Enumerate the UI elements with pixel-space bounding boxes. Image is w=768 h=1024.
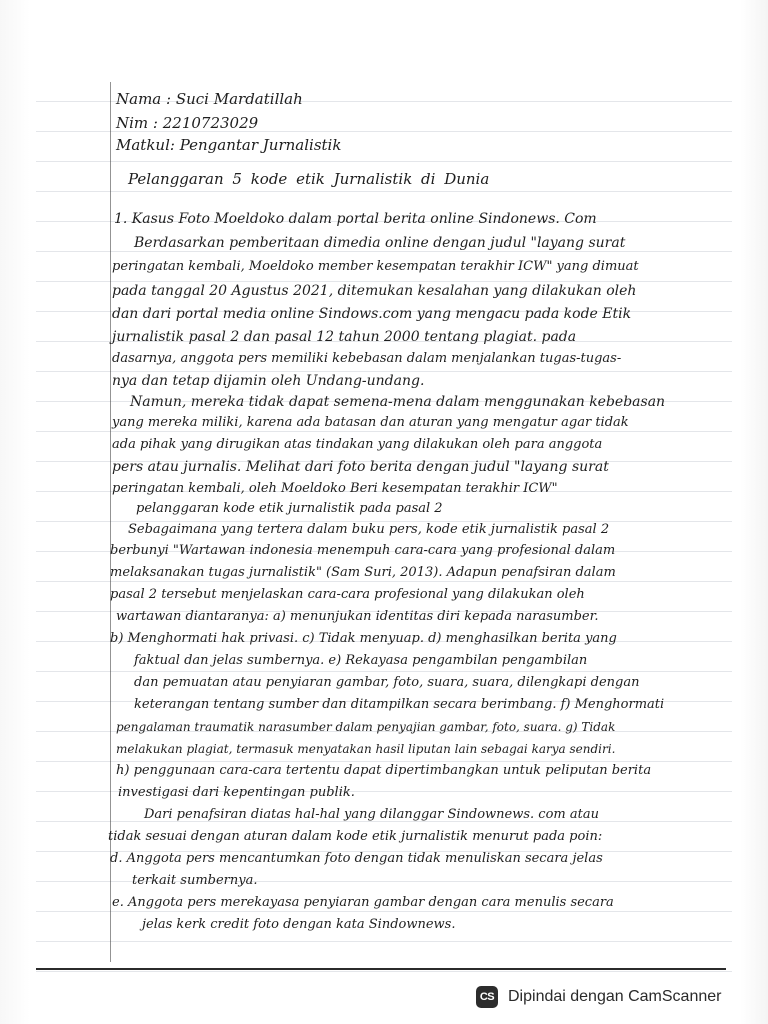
text-line: peringatan kembali, Moeldoko member kesempatan terakhir ICW" yang dimuat [112,259,639,274]
text-line: investigasi dari kepentingan publik. [118,785,355,800]
text-line: jurnalistik pasal 2 dan pasal 12 tahun 2000 tentang plagiat. pada [112,329,577,345]
text-line: yang mereka miliki, karena ada batasan dan aturan yang mengatur agar tidak [112,415,629,430]
text-line: ada pihak yang dirugikan atas tindakan yang dilakukan oleh para anggota [112,437,603,452]
text-line: nya dan tetap dijamin oleh Undang-undang. [112,373,425,389]
text-line: b) Menghormati hak privasi. c) Tidak menyuap. d) menghasilkan berita yang [110,631,617,646]
text-line: pasal 2 tersebut menjelaskan cara-cara profesional yang dilakukan oleh [110,587,585,602]
text-line: dasarnya, anggota pers memiliki kebebasan dalam menjalankan tugas-tugas- [112,351,622,366]
text-line: melakukan plagiat, termasuk menyatakan hasil liputan lain sebagai karya sendiri. [116,742,616,756]
page-title: Pelanggaran 5 kode etik Jurnalistik di Dunia [128,170,490,188]
paper-bottom-edge [36,968,726,970]
student-name: Nama : Suci Mardatillah [116,90,303,108]
text-line: keterangan tentang sumber dan ditampilkan secara berimbang. f) Menghormati [134,697,665,712]
text-line: terkait sumbernya. [132,873,258,888]
text-line: wartawan diantaranya: a) menunjukan identitas diri kepada narasumber. [116,609,599,624]
text-line: e. Anggota pers merekayasa penyiaran gambar dengan cara menulis secara [112,895,614,910]
text-line: pada tanggal 20 Agustus 2021, ditemukan kesalahan yang dilakukan oleh [112,283,637,299]
text-line: dan dari portal media online Sindows.com yang mengacu pada kode Etik [112,306,632,322]
text-line: Sebagaimana yang tertera dalam buku pers, kode etik jurnalistik pasal 2 [128,522,610,537]
text-line: Namun, mereka tidak dapat semena-mena dalam menggunakan kebebasan [130,394,666,410]
text-line: h) penggunaan cara-cara tertentu dapat dipertimbangkan untuk peliputan berita [116,763,652,778]
text-line: d. Anggota pers mencantumkan foto dengan tidak menuliskan secara jelas [110,851,603,866]
text-line: peringatan kembali, oleh Moeldoko Beri kesempatan terakhir ICW" [112,481,558,496]
text-line: jelas kerk credit foto dengan kata Sindownews. [142,917,456,932]
text-line: berbunyi "Wartawan indonesia menempuh cara-cara yang profesional dalam [110,543,616,558]
camscanner-watermark [476,982,766,1012]
camscanner-label: Dipindai dengan CamScanner [508,988,722,1005]
text-line: tidak sesuai dengan aturan dalam kode etik jurnalistik menurut pada poin: [108,829,603,844]
text-line: faktual dan jelas sumbernya. e) Rekayasa pengambilan pengambilan [134,653,588,668]
text-line: dan pemuatan atau penyiaran gambar, foto, suara, suara, dilengkapi dengan [134,675,640,690]
text-line: Berdasarkan pemberitaan dimedia online dengan judul "layang surat [134,235,626,251]
text-line: melaksanakan tugas jurnalistik" (Sam Suri, 2013). Adapun penafsiran dalam [110,565,616,580]
text-line: pengalaman traumatik narasumber dalam penyajian gambar, foto, suara. g) Tidak [116,720,616,734]
text-line: 1. Kasus Foto Moeldoko dalam portal berita online Sindonews. Com [114,211,597,227]
text-line: pelanggaran kode etik jurnalistik pada pasal 2 [136,501,443,516]
student-nim: Nim : 2210723029 [116,114,259,132]
course-name: Matkul: Pengantar Jurnalistik [116,136,342,154]
camscanner-logo-icon: CS [476,986,498,1008]
text-line: pers atau jurnalis. Melihat dari foto berita dengan judul "layang surat [112,459,609,475]
text-line: Dari penafsiran diatas hal-hal yang dilanggar Sindownews. com atau [144,807,599,822]
